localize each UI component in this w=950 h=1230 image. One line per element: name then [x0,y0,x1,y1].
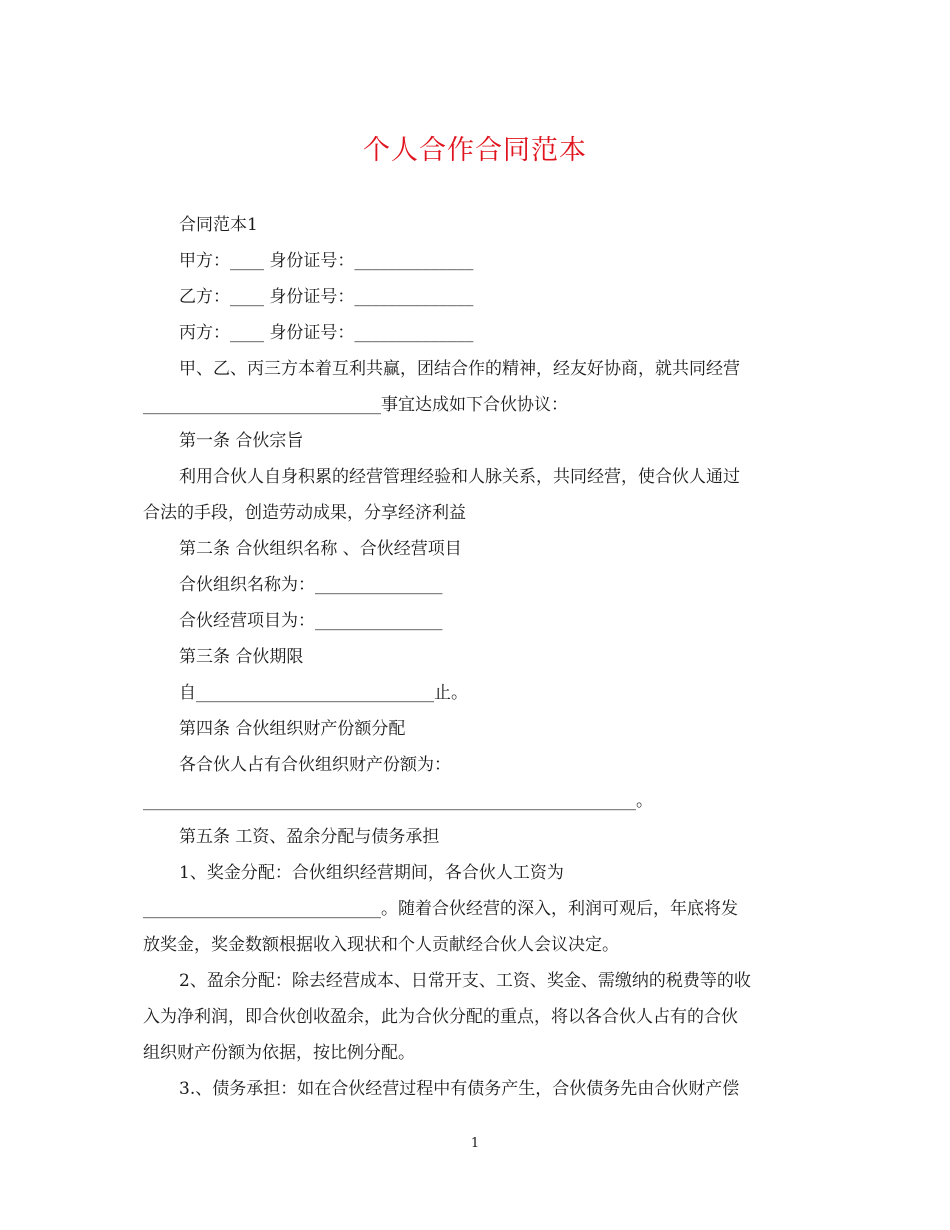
surplus-line-1: 2、盈余分配：除去经营成本、日常开支、工资、奖金、需缴纳的税费等的收 [179,971,751,991]
party-c-line: 丙方：____ 身份证号：______________ [179,323,474,343]
preamble-line-2: ____________________________事宜达成如下合伙协议： [143,395,568,415]
document-body [143,207,805,1107]
article-2-heading: 第二条 合伙组织名称 、合伙经营项目 [179,539,462,559]
business-project-line: 合伙经营项目为：_______________ [179,611,443,631]
document-title: 个人合作合同范本 [363,135,587,166]
debt-line-1: 3.、债务承担：如在合伙经营过程中有债务产生，合伙债务先由合伙财产偿 [179,1079,740,1099]
article-1-text-1: 利用合伙人自身积累的经营管理经验和人脉关系，共同经营，使合伙人通过 [179,467,740,487]
bonus-line-1: 1、奖金分配：合伙组织经营期间，各合伙人工资为 [179,863,564,883]
party-b-line: 乙方：____ 身份证号：______________ [179,287,474,307]
article-5-heading: 第五条 工资、盈余分配与债务承担 [179,827,440,847]
preamble-line-1: 甲、乙、丙三方本着互利共赢，团结合作的精神，经友好协商，就共同经营 [179,359,740,379]
article-3-heading: 第三条 合伙期限 [179,647,304,667]
surplus-line-3: 组织财产份额为依据，按比例分配。 [143,1043,415,1063]
party-a-line: 甲方：____ 身份证号：______________ [179,251,474,271]
property-share-line: 各合伙人占有合伙组织财产份额为： [179,755,451,775]
article-1-heading: 第一条 合伙宗旨 [179,431,304,451]
article-4-heading: 第四条 合伙组织财产份额分配 [179,719,406,739]
term-line: 自____________________________止。 [179,683,468,703]
bonus-line-3: 放奖金，奖金数额根据收入现状和个人贡献经合伙人会议决定。 [143,935,619,955]
section-heading: 合同范本1 [179,215,258,235]
page-number: 1 [470,1136,480,1151]
bonus-line-2: ____________________________。随着合伙经营的深入，利润可观后，年底将发 [143,899,738,919]
article-1-text-2: 合法的手段，创造劳动成果，分享经济利益 [143,503,466,523]
organization-name-line: 合伙组织名称为：_______________ [179,575,443,595]
property-share-blank: __________________________________________________________。 [143,791,653,811]
surplus-line-2: 入为净利润，即合伙创收盈余，此为合伙分配的重点，将以各合伙人占有的合伙 [143,1007,738,1027]
